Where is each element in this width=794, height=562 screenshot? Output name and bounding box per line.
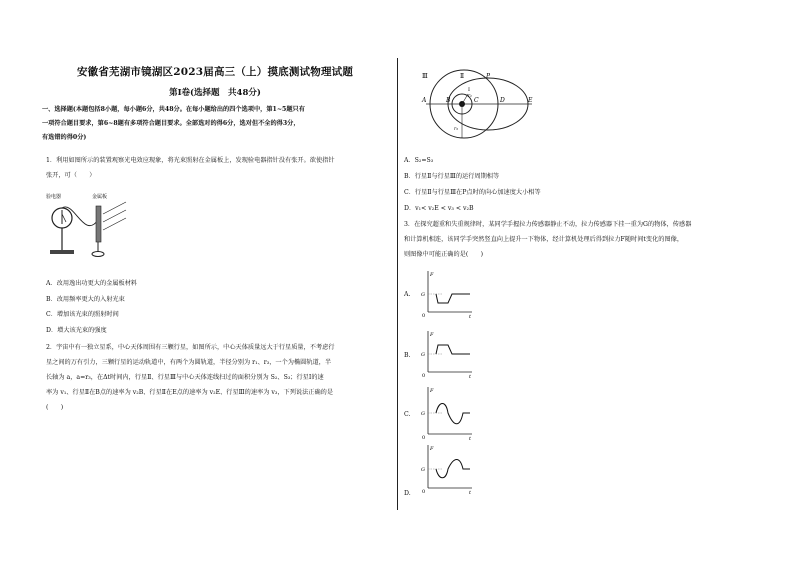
q3-graph-a [418,268,474,318]
q2-stem-line-5: ( ) [46,404,64,411]
q3-stem-line-1: 3．在探究超重和失重规律时，某同学手握拉力传感器静止不动，拉力传感器下挂一重为G的物体，传感器 [404,221,692,228]
orbit-2-label: Ⅱ [460,73,465,80]
metal-plate-label: 金属板 [92,194,108,200]
force-curve [436,460,470,478]
q2-stem-line-4: 率为 v₁、行星Ⅱ在B点的速率为 v₂B、行星Ⅱ在E点的速率为 v₂E、行星Ⅲ的速率为 v₃，下列说法正确的是 [46,389,334,396]
column-divider [397,58,398,510]
instructions-line-2: 一项符合题目要求，第6~8题有多项符合题目要求。全部选对的得6分，选对但不全的得3分， [42,120,300,127]
q1-option-b: B．改用频率更大的入射光束 [46,296,125,303]
q3-stem-line-3: 则图像中可能正确的是( ) [404,251,484,258]
x-axis-label: t [469,490,472,494]
electroscope-figure [44,190,144,262]
point-c-label: C [474,97,479,104]
instructions-line-1: 一、选择题(本题包括8小题，每小题6分，共48分。在每小题给出的四个选项中，第1~5题只有 [42,106,305,113]
y-axis-label: F [430,388,434,394]
force-curve [436,345,470,354]
q2-option-d: D．v₁< v₂E < v₃ < v₂B [404,205,474,212]
q1-stem-line-1: 1．利用如图所示的装置观察光电效应现象，将光束照射在金属板上，发现验电器指针没有张开。欲使指针 [46,157,335,164]
q3-graph-d [418,442,474,494]
radius-r1-label: r₁ [468,94,472,99]
point-p-label: P [486,73,491,80]
point-d-label: D [500,97,505,104]
origin-label: 0 [422,313,426,318]
point-a-label: A [422,97,427,104]
q3-option-d-label: D. [404,490,411,497]
electroscope-label: 验电器 [46,194,62,200]
q2-option-b: B．行星Ⅱ与行星Ⅲ的运行周期相等 [404,173,500,180]
q2-stem-line-3: 长轴为 a，a=r₃，在Δt时间内，行星Ⅱ、行星Ⅲ与中心天体连线扫过的面积分别为 S₂、S₃；行星Ⅰ的速 [46,374,324,381]
x-axis-label: t [469,314,472,318]
g-level-label: G [421,352,425,358]
orbit-3-label: Ⅲ [422,73,428,80]
x-axis-label: t [469,436,472,440]
origin-label: 0 [422,373,426,378]
orbit-figure [416,64,536,146]
g-level-label: G [421,411,425,417]
point-b-label: B [446,97,451,104]
q3-stem-line-2: 和计算机相连，该同学手突然竖直向上提升一下物体，经计算机处理后得到拉力F随时间t变化的图像， [404,236,684,243]
section-title: 第Ⅰ卷(选择题 共48分) [169,88,261,98]
q1-option-c: C．增加该光束的照射时间 [46,311,119,318]
q1-stem-line-2: 张开，可（ ） [46,172,96,179]
y-axis-label: F [430,332,434,338]
point-e-label: E [528,97,533,104]
q2-option-c: C．行星Ⅱ与行星Ⅲ在P点时的向心加速度大小相等 [404,189,541,196]
q2-option-a: A．S₂=S₃ [404,157,434,164]
g-level-label: G [421,292,425,298]
y-axis-label: F [430,272,434,278]
origin-label: 0 [422,489,426,494]
force-curve [436,294,470,303]
radius-r3-label: r₃ [454,127,458,132]
q2-stem-line-2: 星之间的万有引力，三颗行星的运动轨道中，有两个为圆轨道，半径分别为 r₁、r₃，一个为椭圆轨道，半 [46,359,332,366]
origin-label: 0 [422,435,426,440]
g-level-label: G [421,467,425,473]
y-axis-label: F [430,446,434,452]
q1-option-d: D．增大该光束的强度 [46,327,107,334]
q3-option-b-label: B. [404,352,411,359]
q2-stem-line-1: 2．宇宙中有一独立星系，中心天体周围有三颗行星，如图所示，中心天体质量远大于行星质量，不考虑行 [46,344,335,351]
document-title: 安徽省芜湖市镜湖区2023届高三（上）摸底测试物理试题 [76,66,354,78]
q1-option-a: A．改用逸出功更大的金属板材料 [46,280,138,287]
force-curve [436,404,470,424]
instructions-line-3: 有选错的得0分) [42,134,87,141]
q3-option-a-label: A. [404,291,411,298]
q3-option-c-label: C. [404,411,411,418]
q3-graph-c [418,384,474,440]
x-axis-label: t [469,374,472,378]
orbit-1-label: Ⅰ [468,87,470,93]
q3-graph-b [418,328,474,378]
